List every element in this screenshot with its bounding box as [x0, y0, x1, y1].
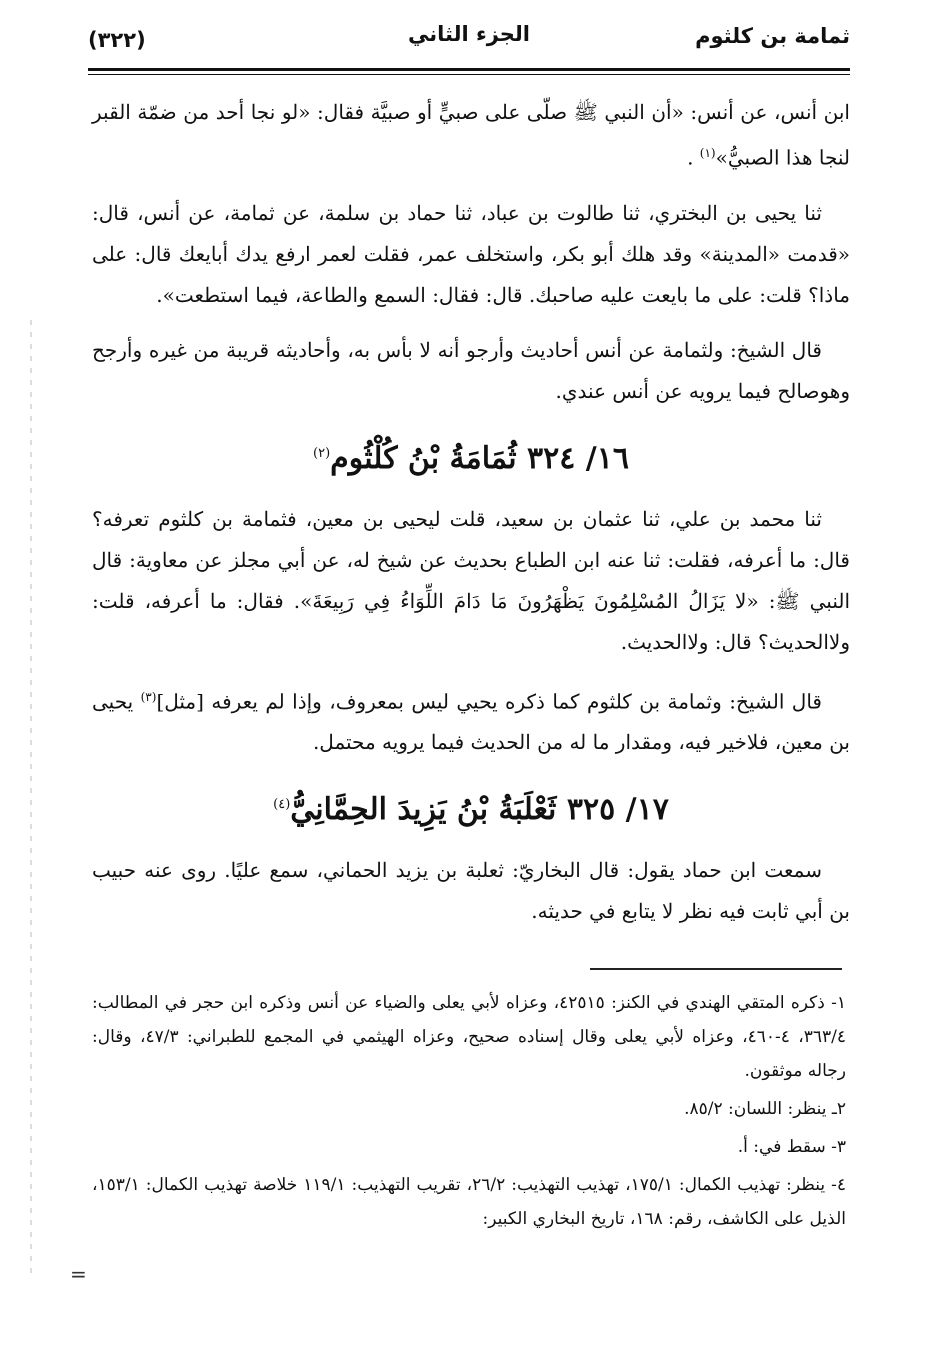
entry-heading-2 [92, 777, 850, 838]
paragraph-1: ابن أنس، عن أنس: «أن النبي ﷺ صلّى على صبيٍّ أو صبيَّة فقال: «لو نجا أحد من ضمّة القبر لنجا هذا الصبيُّ»$^{(١)}$ . [92, 100, 850, 170]
paragraph-1-text: ابن أنس، عن أنس: «أن النبي ﷺ صلّى على صبيٍّ أو صبيَّة فقال: «لو نجا أحد من ضمّة القبر لنجا هذا الصبيُّ» [92, 100, 850, 170]
footnote-2: ٢ـ ينظر: اللسان: ٨٥/٢. [684, 1099, 846, 1119]
entry-heading-1-text: ١٦/ ٣٢٤ ثُمَامَةُ بْنُ كُلْثُوم [330, 440, 629, 476]
main-text [92, 92, 850, 946]
footnote-1: ١- ذكره المتقي الهندي في الكنز: ٤٢٥١٥، وعزاه لأبي يعلى والضياء عن أنس وذكره ابن حجر في المطالب: ٣٦٣/٤، ٤-٤٦٠، وعزاه لأبي يعلى وقال إسناده صحيح، وعزاه الهيثمي في المجمع للطبراني: ٤٧/٣، وقال: رجاله موثقون. [92, 993, 846, 1081]
paragraph-6: سمعت ابن حماد يقول: قال البخاريّ: ثعلبة بن يزيد الحماني، سمع عليًا. روى عنه حبيب بن أبي ثابت فيه نظر لا يتابع في حديثه. [92, 858, 850, 924]
entry-heading-1 [92, 426, 850, 487]
footnote-4: ٤- ينظر: تهذيب الكمال: ١٧٥/١، تهذيب التهذيب: ٢٦/٢، تقريب التهذيب: ١١٩/١ خلاصة تهذيب الكمال: ١٥٣/١، الذيل على الكاشف، رقم: ١٦٨، تاريخ البخاري الكبير: [92, 1175, 846, 1229]
paragraph-5-text: قال الشيخ: وثمامة بن كلثوم كما ذكره يحيي ليس بمعروف، وإذا لم يعرفه [مثل] [156, 689, 822, 714]
entry-heading-2-text: ١٧/ ٣٢٥ ثَعْلَبَةُ بْنُ يَزِيدَ الحِمَّانِيُّ [290, 792, 669, 828]
footnote-ref-2: (٢) [313, 445, 331, 461]
running-title: ثمامة بن كلثوم [695, 24, 850, 48]
paragraph-5 [92, 677, 850, 764]
footnote-ref-3: (٣) [140, 689, 157, 704]
scan-edge-dots [30, 320, 32, 1280]
paragraph-5-rest: يحيى بن معين، فلاخير فيه، ومقدار ما له من الحديث فيما يرويه محتمل. [92, 689, 850, 755]
paragraph-2: ثنا يحيى بن البختري، ثنا طالوت بن عباد، ثنا حماد بن سلمة، عن ثمامة، عن أنس، قال: «قدمت «المدينة» وقد هلك أبو بكر، واستخلف عمر، فقلت لعمر ارفع يدك أبايعك قال: على ماذا؟ قلت: على ما بايعت عليه صاحبك. قال: فقال: السمع والطاعة، فيما استطعت». [92, 200, 850, 307]
footnotes [92, 986, 846, 1240]
footnote-3: ٣- سقط في: أ. [737, 1137, 846, 1157]
footnote-ref-1: (١) [699, 146, 716, 160]
paragraph-4: ثنا محمد بن علي، ثنا عثمان بن سعيد، قلت ليحيى بن معين، فثمامة بن كلثوم تعرفه؟ قال: ما أعرفه، فقلت: ثنا عنه ابن الطباع بحديث عن شيخ له، عن أبي مجلز عن معاوية: قال النبي ﷺ: «لا يَزَالُ المُسْلِمُونَ يَظْهَرُونَ مَا دَامَ اللِّوَاءُ فِي رَبِيعَةَ». فقال: ما أعرفه، قلت: ولاالحديث؟ قال: ولاالحديث. [92, 506, 850, 654]
header-rule [88, 68, 850, 75]
page-header [88, 22, 850, 66]
footnote-ref-4: (٤) [273, 797, 291, 813]
part-title: الجزء الثاني [407, 22, 531, 46]
paragraph-3: قال الشيخ: ولثمامة عن أنس أحاديث وأرجو أنه لا بأس به، وأحاديثه قريبة من غيره وأرجح وهوصالح فيما يرويه عن أنس عندي. [92, 337, 850, 403]
page-number: (٣٢٢) [88, 28, 146, 52]
margin-mark: = [70, 1262, 87, 1286]
footnote-rule [590, 968, 842, 970]
